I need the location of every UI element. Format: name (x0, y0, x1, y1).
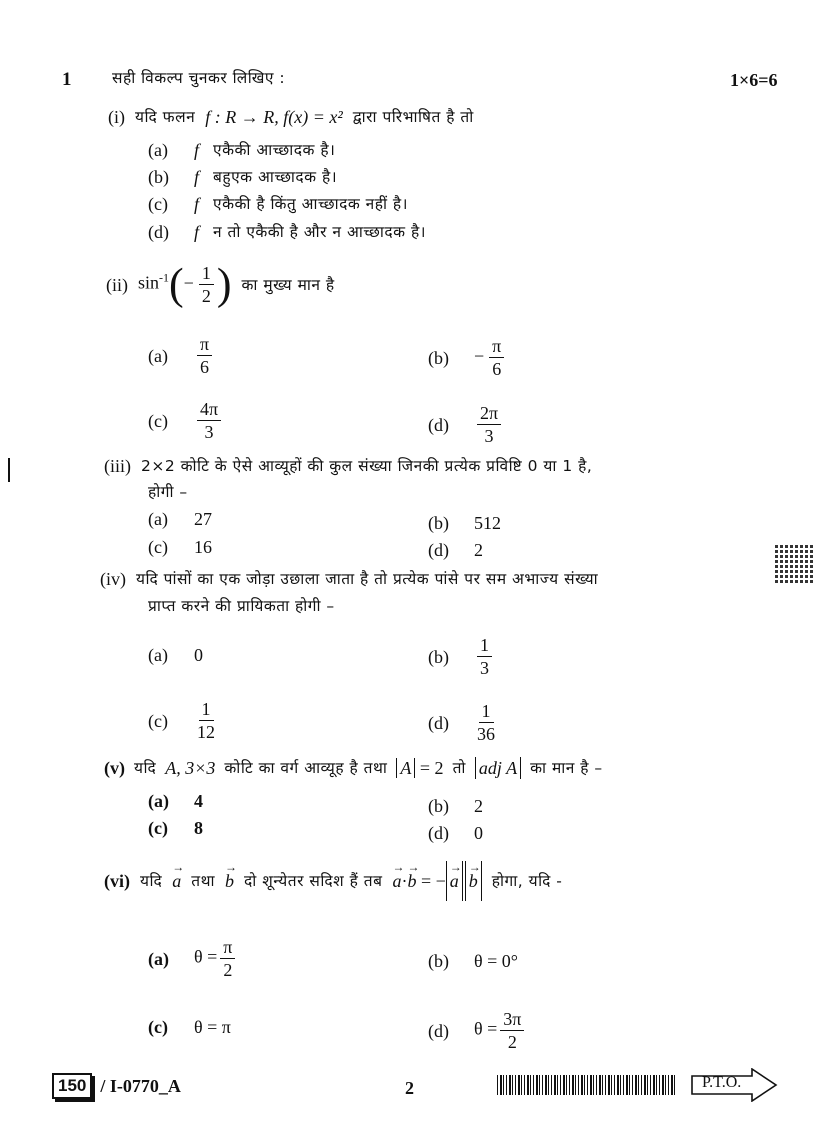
question-i (108, 106, 474, 128)
option-label: (a) (148, 345, 168, 366)
option-label: (a) (148, 140, 168, 160)
question-label: (v) (104, 758, 125, 778)
option-text: न तो एकैकी है और न आच्छादक है। (213, 223, 427, 241)
option-label: (d) (428, 414, 449, 435)
qr-code (775, 545, 813, 583)
option-label: (b) (148, 167, 169, 187)
option-a: (a) 0 (148, 645, 203, 665)
vector-b: → b (225, 870, 234, 892)
math-f: f (194, 140, 200, 160)
question-text: होगी – (148, 483, 188, 501)
marks: 1×6=6 (730, 70, 778, 90)
option-c: (c) 8 (148, 818, 203, 838)
page-number: 2 (405, 1078, 414, 1098)
fraction: $\frac{2\pi}{3}$ (477, 402, 501, 447)
fraction: $\frac{1}{36}$ (477, 701, 495, 744)
question-label: (ii) (106, 274, 128, 295)
option-b (148, 166, 337, 188)
vector-a: → a (172, 870, 181, 892)
question-v: (v) यदि A, 3×3 कोटि का वर्ग आव्यूह है तथा A = 2 तो adj A का मान है – (104, 758, 603, 778)
option-text: बहुएक आच्छादक है। (213, 168, 338, 186)
math-f: f (194, 194, 200, 214)
option-d (428, 402, 504, 447)
math-expression: f : R → R, f(x) = x² (205, 107, 343, 127)
question-text: यदि पांसों का एक जोड़ा उछाला जाता है तो प्रत्येक पांसे पर सम अभाज्य संख्या (136, 570, 599, 588)
fraction: $\frac{1}{3}$ (477, 634, 492, 679)
option-c: (c) $\frac{1}{12}$ (148, 699, 215, 742)
math-expression: $\sin^{-1}(-$ $\frac{1}{2}$ ) (138, 259, 232, 309)
fraction: $\frac{1}{12}$ (197, 699, 215, 742)
option-label: (d) (148, 222, 169, 242)
question-text: 2×2 कोटि के ऐसे आव्यूहों की कुल संख्या जिनकी प्रत्येक प्रविष्टि 0 या 1 है, (141, 457, 593, 475)
option-d: (d) $\frac{1}{36}$ (428, 701, 495, 744)
option-a: (a) 4 (148, 791, 203, 811)
option-label: (b) (428, 347, 449, 368)
instruction: सही विकल्प चुनकर लिखिए : (112, 69, 286, 87)
code-box: 150 (52, 1073, 92, 1099)
option-b: (b) 512 (428, 513, 501, 533)
option-text: एकैकी आच्छादक है। (213, 141, 336, 159)
question-label: (iii) (104, 456, 131, 476)
option-b: (b) 2 (428, 796, 483, 816)
fraction: $\frac{4\pi}{3}$ (197, 398, 221, 443)
math-f: f (194, 167, 200, 187)
math-expression: → a·→ b = −→ a→ b (392, 870, 481, 892)
option-a: (a) 27 (148, 509, 212, 529)
option-b: (b) $\frac{1}{3}$ (428, 634, 495, 679)
option-c (148, 398, 224, 443)
option-d: (d) θ = $\frac{3\pi}{2}$ (428, 1008, 527, 1053)
barcode (497, 1075, 677, 1095)
scan-mark (8, 458, 10, 482)
pto-text: P.T.O. (702, 1074, 742, 1091)
option-d: (d) 0 (428, 823, 483, 843)
option-b: (b) − $\frac{\pi}{6}$ (428, 335, 507, 380)
option-c (148, 193, 408, 215)
question-vi: (vi) यदि → a तथा → b दो शून्येतर सदिश हैं तब → a·→ b = −→ a→ b होगा, यदि - (104, 870, 562, 892)
option-d (148, 221, 426, 243)
option-b: (b) θ = 0° (428, 951, 518, 971)
code-text: / I-0770_A (100, 1076, 181, 1096)
pto-arrow (690, 1068, 780, 1107)
option-a (148, 139, 335, 161)
question-text: द्वारा परिभाषित है तो (352, 108, 474, 126)
question-number: 1 (62, 69, 72, 90)
question-label: (vi) (104, 871, 130, 891)
fraction: $\frac{\pi}{6}$ (489, 335, 504, 380)
math-f: f (194, 222, 200, 242)
question-iv (100, 568, 598, 590)
option-c: (c) θ = π (148, 1017, 231, 1037)
option-label: (c) (148, 194, 168, 214)
option-label: (c) (148, 410, 168, 431)
question-ii (106, 259, 335, 309)
question-label: (i) (108, 107, 125, 127)
question-text: प्राप्त करने की प्रायिकता होगी – (148, 597, 335, 615)
option-a (148, 333, 215, 378)
question-label: (iv) (100, 569, 126, 589)
question-iii (104, 455, 592, 477)
option-a: (a) θ = $\frac{\pi}{2}$ (148, 936, 238, 981)
option-c: (c) 16 (148, 537, 212, 557)
question-text: का मुख्य मान है (241, 275, 335, 294)
paper-code (52, 1073, 181, 1099)
option-text: एकैकी है किंतु आच्छादक नहीं है। (213, 195, 409, 213)
fraction: $\frac{\pi}{6}$ (197, 333, 212, 378)
question-text: यदि फलन (135, 108, 196, 126)
option-d: (d) 2 (428, 540, 483, 560)
